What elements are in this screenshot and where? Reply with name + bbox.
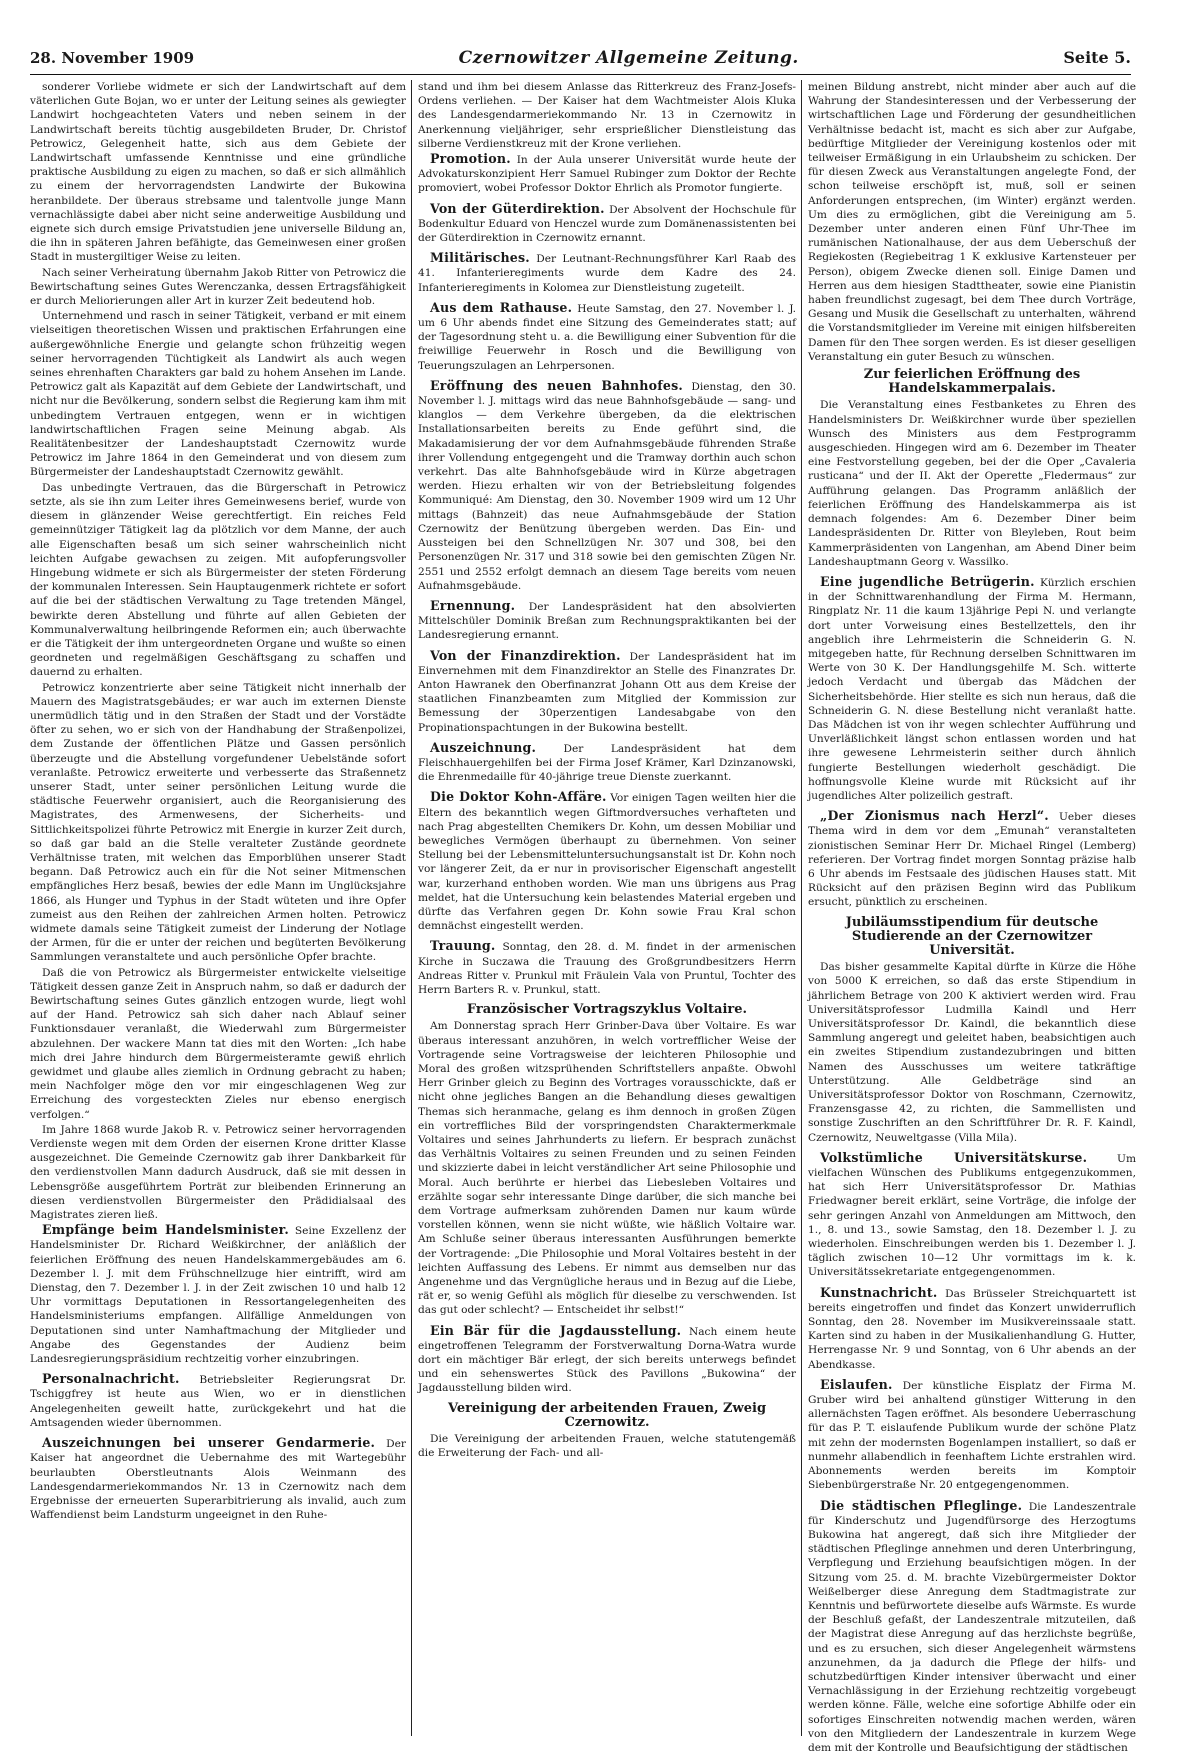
news-item (418, 599, 796, 643)
news-text: Der Landespräsident hat im Einvernehmen mit dem Finanzdirektor an Stelle des Finanzrates Dr. Anton Hawranek den Oberfinanzrat Johann Ott aus dem Kreise der staatlichen Finanzbeamten zum Mitglied der Kommission zur Bemessung der 30perzentigen Landesabgabe von den Propinationspachtungen in der Bukowina bestellt. (418, 650, 796, 734)
news-item (30, 1372, 406, 1430)
news-item (418, 649, 796, 735)
news-text: Der Landespräsident hat dem Fleischhauergehilfen bei der Firma Josef Krämer, Karl Dzinzanowski, die Ehrenmedaille für 40-jährige treue Dienste zuerkannt. (418, 742, 797, 784)
news-headline: Militärisches. (430, 250, 530, 266)
body-paragraph: Unternehmend und rasch in seiner Tätigkeit, verband er mit einem vielseitigen theoretischen Wissen und praktischen Erfahrungen eine außergewöhnliche Energie und gelangte schon frühzeitig wegen seiner hervorragenden Tüchtigkeit als Landwirt als auch wegen seines ehrenhaften Charakters gar bald zu hohem Ansehen im Lande. Petrowicz galt als Kapazität auf dem Gebiete der Landwirtschaft, und nicht nur die Bevölkerung, sondern selbst die Regierung kam ihm mit unbedingtem Vertrauen entgegen, wenn er in wichtigen landwirtschaftlichen Fragen seine Meinung abgab. Als Realitätenbesitzer der Landeshauptstadt Czernowitz wurde Petrowicz im Jahre 1864 in den Gemeinderat und von diesem zum Bürgermeister der Landeshauptstadt Czernowitz gewählt. (30, 310, 406, 479)
issue-date: 28. November 1909 (30, 49, 195, 67)
body-paragraph: Das unbedingte Vertrauen, das die Bürgerschaft in Petrowicz setzte, als sie ihn zum Leiter ihres Gemeinwesens berief, wurde von diesem in glänzender Weise gerechtfertigt. Ein reiches Feld gemeinnütziger Tätigkeit lag da plötzlich vor dem Manne, der auch alle Eigenschaften besaß um sich seiner wahrscheinlich nicht leichten Aufgabe gewachsen zu zeigen. Mit aufopferungsvoller Hingebung widmete er sich als Bürgermeister der steten Förderung der kommunalen Interessen. Sein Hauptaugenmerk richtete er sofort auf die bei der städtischen Verwaltung zu Tage tretenden Mängel, bewirkte deren Abstellung und führte auf allen Gebieten der Kommunalverwaltung heilbringende Reformen ein; auch überwachte er die Tätigkeit der ihm untergeordneten Organe und wußte so einen geordneten und regelmäßigen Geschäftsgang zu schaffen und dauernd zu erhalten. (30, 481, 406, 679)
news-item (418, 1003, 796, 1317)
column-divider (801, 80, 802, 1736)
news-headline: Auszeichnungen bei unserer Gendarmerie. (42, 1435, 376, 1451)
news-text: Am Donnerstag sprach Herr Grinber-Dava über Voltaire. Es war überaus interessant anzuhören, in welch vortrefflicher Weise der Vortragende seine Vortragsweise der leichteren Philosophie und Moral des großen witzsprühenden Schriftstellers anpaßte. Obwohl Herr Grinber gleich zu Beginn des Vortrages vorausschickte, daß er nicht ohne jegliches Bangen an die Behandlung dieses gewaltigen Themas sich heranmache, gelang es ihm dennoch in großen Zügen ein vortreffliches Bild der vorspringendsten Charaktermerkmale Voltaires und seines Jahrhunderts zu liefern. Er besprach zunächst das Verhältnis Voltaires zu seinen Freunden und zu seinen Feinden und skizzierte dabei in leicht verständlicher Art seine Philosophie und Moral. Auch berührte er hierbei das Liebesleben Voltaires und erzählte sogar sehr interessante Dinge darüber, die sich manche bei dem Vortrage aufmerksam zuhörenden Damen nur kaum würde vorstellen können, wenn sie nicht wüßte, wie häßlich Voltaire war. Am Schluße seiner überaus interessanten Ausführungen bemerkte der Vortragende: „Die Philosophie und Moral Voltaires besteht in der leichten Auffassung des Lebens. Er nimmt aus demselben nur das Angenehme und das Vergnügliche heraus und in Bezug auf die Liebe, rät er, so wenig Gefühl als möglich für dieselbe zu verschwenden. Ist das gut oder schlecht? — Entscheidet ihr selbst!“ (418, 1020, 796, 1317)
news-headline: „Der Zionismus nach Herzl“. (820, 808, 1049, 824)
news-text: Dienstag, den 30. November l. J. mittags wird das neue Bahnhofsgebäude — sang- und klanglos — dem Verkehre übergeben, da die elektrischen Installationsarbeiten bereits zu Ende geführt sind, die Makadamisierung der vor dem Aufnahmsgebäude führenden Straße ihrer Vollendung entgegengeht und die Tramway dorthin auch schon verkehrt. Das alte Bahnhofsgebäude wird in Kürze abgetragen werden. Hiezu erhalten wir von der Betriebsleitung folgendes Kommuniqué: Am Dienstag, den 30. November 1909 wird um 12 Uhr mittags (Bahnzeit) das neue Aufnahmsgebäude der Station Czernowitz der Benützung übergeben werden. Das Ein- und Aussteigen bei den Schnellzügen Nr. 307 und 308, bei den Personenzügen Nr. 317 und 318 sowie bei den gemischten Zügen Nr. 2551 und 2552 erfolgt demnach an diesem Tage bereits vom neuen Aufnahmsgebäude. (418, 380, 796, 592)
news-text: Die Veranstaltung eines Festbanketes zu Ehren des Handelsministers Dr. Weißkirchner wurde über speziellen Wunsch des Ministers aus dem Festprogramm ausgeschieden. Hingegen wird am 6. Dezember im Theater eine Festvorstellung gegeben, bei der die Oper „Cavaleria rusticana“ und der II. Akt der Operette „Fledermaus“ zur Aufführung gelangen. Das Programm anläßlich der feierlichen Eröffnung des Handelskammerpa ais ist demnach folgendes: Am 6. Dezember Diner beim Landespräsidenten Dr. Ritter von Bleyleben, Rout beim Kammerpräsidenten von Langenhan, am Abend Diner beim Landeshauptmann Georg v. Wassilko. (808, 399, 1136, 568)
body-paragraph: stand und ihm bei diesem Anlasse das Ritterkreuz des Franz-Josefs-Ordens verliehen. — Der Kaiser hat dem Wachtmeister Alois Kluka des Landesgendarmeriekommando Nr. 13 in Czernowitz in Anerkennung vieljähriger, sehr ersprießlicher Dienstleistung das silberne Verdienstkreuz mit der Krone verliehen. (418, 81, 796, 150)
body-paragraph: Im Jahre 1868 wurde Jakob R. v. Petrowicz seiner hervorragenden Verdienste wegen mit dem Orden der eisernen Krone dritter Klasse ausgezeichnet. Die Gemeinde Czernowitz gab ihrer Dankbarkeit für den verdienstvollen Mann dadurch Ausdruck, daß sie mit dessen in Lebensgröße ausgeführtem Porträt zur bleibenden Erinnerung an diesen verdienstvollen Bürgermeister den Prädidialsaal des Magistrates zieren ließ. (30, 1123, 406, 1222)
news-headline: Kunstnachricht. (820, 1284, 938, 1300)
news-headline: Von der Güterdirektion. (430, 200, 605, 216)
news-item (418, 741, 796, 785)
news-item (808, 916, 1136, 1145)
news-headline: Empfänge beim Handelsminister. (42, 1222, 289, 1238)
news-item (418, 790, 796, 933)
news-item (808, 368, 1136, 569)
news-text: Betriebsleiter Regierungsrat Dr. Tschiggfrey ist heute aus Wien, wo er in dienstlichen Angelegenheiten geweilt hatte, zurückgekehrt und hat die Amtsagenden wieder übernommen. (30, 1374, 406, 1429)
news-headline: Eislaufen. (820, 1376, 893, 1392)
news-item (808, 1378, 1136, 1493)
body-paragraph: sonderer Vorliebe widmete er sich der Landwirtschaft auf dem väterlichen Gute Bojan, wo er unter der Leitung seines als gewiegter Landwirt hochgeachteten Vaters und neben seinem in der Landwirtschaft bereits tüchtig ausgebildeten Bruder, Dr. Christof Petrowicz, Gelegenheit hatte, sich aus dem Gebiete der Landwirtschaft umfassende Kenntnisse und eine gründliche praktische Ausbildung zu eigen zu machen, so daß er sich allmählich zu einem der hervorragendsten Landwirte der Bukowina heranbildete. Der überaus strebsame und talentvolle junge Mann vernachlässigte dabei aber nicht seine anderweitige Ausbildung und eignete sich durch emsige Privatstudien jene universelle Bildung an, die ihn in späteren Jahren befähigte, das Gemeinwesen einer großen Stadt in mustergiltiger Weise zu leiten. (30, 81, 406, 264)
news-headline: Aus dem Rathause. (430, 299, 573, 315)
column-divider (411, 80, 412, 1736)
news-item (418, 251, 796, 295)
news-headline: Zur feierlichen Eröffnung des Handelskammerpalais. (863, 367, 1081, 397)
news-text: Der Absolvent der Hochschule für Bodenkultur Eduard von Henczel wurde zum Domänenassistenten bei der Güterdirektion in Czernowitz ernannt. (418, 203, 797, 245)
news-item (808, 1151, 1136, 1280)
page-number: Seite 5. (1063, 48, 1131, 67)
news-item (418, 202, 796, 246)
news-text: Die Vereinigung der arbeitenden Frauen, welche statutengemäß die Erweiterung der Fach- und all- (418, 1433, 796, 1460)
news-item (418, 939, 796, 997)
news-text: Der Leutnant-Rechnungsführer Karl Raab des 41. Infanterieregiments wurde dem Kadre des 24. Infanterieregiments in Kolomea zur Dienstleistung zugeteilt. (418, 253, 796, 294)
news-text: Der Kaiser hat angeordnet die Uebernahme des mit Wartegebühr beurlaubten Oberstleutnants Alois Weinmann des Landesgendarmeriekommandos Nr. 13 in Czernowitz nach dem Ergebnisse der erneuerten Superarbitrierung als invalid, auch zum Waffendienst beim Landsturm ungeeignet in den Ruhe- (30, 1438, 406, 1522)
news-headline: Eröffnung des neuen Bahnhofes. (430, 377, 683, 393)
news-item (418, 379, 796, 593)
body-paragraph: Nach seiner Verheiratung übernahm Jakob Ritter von Petrowicz die Bewirtschaftung seines Gutes Werenczanka, dessen Ertragsfähigkeit er durch Meliorierungen aller Art in kurzer Zeit bedeutend hob. (30, 266, 406, 308)
news-text: Nach einem heute eingetroffenen Telegramm der Forstverwaltung Dorna-Watra wurde dort ein mächtiger Bär erlegt, der sich bereits unterwegs befindet und ein sehenswertes Stück des Pavillons „Bukowina“ der Jagdausstellung bilden wird. (418, 1325, 796, 1395)
news-headline: Die Doktor Kohn-Affäre. (430, 789, 607, 805)
news-item (418, 1402, 796, 1461)
news-text: Sonntag, den 28. d. M. findet in der armenischen Kirche in Suczawa die Trauung des Großgrundbesitzers Herrn Andreas Ritter v. Prunkul mit Fräulein Vala von Pruntul, Tochter des Herrn Barters R. v. Prunkul, statt. (418, 941, 796, 996)
news-headline: Trauung. (430, 938, 496, 954)
news-item (418, 152, 796, 196)
news-item (808, 575, 1136, 803)
news-headline: Promotion. (430, 151, 511, 167)
news-headline: Ernennung. (430, 597, 516, 613)
news-headline: Auszeichnung. (430, 739, 537, 755)
news-text: Das Brüsseler Streichquartett ist bereits eingetroffen und findet das Konzert unwiderruflich Sonntag, den 28. November im Musikvereinssaale statt. Karten sind zu haben in der Musikalienhandlung G. Hutter, Herrengasse Nr. 9 und Sonntag, von 6 Uhr abends an der Abendkasse. (808, 1287, 1137, 1371)
news-headline: Vereinigung der arbeitenden Frauen, Zweig Czernowitz. (447, 1400, 767, 1430)
news-item (808, 1286, 1136, 1372)
news-item (418, 301, 796, 373)
news-item (808, 1499, 1136, 1756)
news-text: Der künstliche Eisplatz der Firma M. Gruber wird bei anhaltend günstiger Witterung in den allernächsten Tagen eröffnet. Als besondere Ueberraschung für das P. T. eislaufende Publikum wurde der schöne Platz mit zehn der modernsten Bogenlampen installiert, so daß er nunmehr allabendlich in feenhaftem Lichte erstrahlen wird. Abonnements werden bereits im Komptoir Siebenbürgerstraße Nr. 20 entgegengenommen. (808, 1379, 1136, 1492)
news-headline: Die städtischen Pfleglinge. (820, 1497, 1023, 1513)
news-headline: Volkstümliche Universitätskurse. (820, 1149, 1088, 1165)
column-3 (808, 80, 1137, 1754)
news-item (418, 1324, 796, 1396)
news-headline: Französischer Vortragszyklus Voltaire. (466, 1002, 748, 1018)
newspaper-title: Czernowitzer Allgemeine Zeitung. (458, 48, 799, 68)
news-text: Um vielfachen Wünschen des Publikums entgegenzukommen, hat sich Herr Universitätsprofessor Dr. Mathias Friedwagner bereit erklärt, seine Vorträge, die infolge der sehr geringen Anzahl von Anmeldungen am Mittwoch, den 1., 8. und 13., sowie Samstag, den 18. Dezember l. J. zu wiederholen. Einschreibungen werden bis 1. Dezember l. J. täglich zwischen 10—12 Uhr vormittags im k. k. Universitätssekretariate entgegengenommen. (808, 1152, 1136, 1279)
news-text: In der Aula unserer Universität wurde heute der Advokaturskonzipient Herr Samuel Rubinger zum Doktor der Rechte promoviert, wobei Professor Doktor Ehrlich als Promotor fungierte. (418, 154, 796, 195)
news-text: Heute Samstag, den 27. November l. J. um 6 Uhr abends findet eine Sitzung des Gemeinderates statt; auf der Tagesordnung steht u. a. die Bewilligung einer Subvention für die freiwillige Feuerwehr in Rosch und die Bewilligung von Teuerungszulagen an Lehrpersonen. (418, 302, 797, 372)
news-text: Die Landeszentrale für Kinderschutz und Jugendfürsorge des Herzogtums Bukowina hat angeregt, daß sich ihre Mitglieder der städtischen Pfleglinge annehmen und deren Unterbringung, Verpflegung und Erziehung beaufsichtigen mögen. In der Sitzung vom 25. d. M. brachte Vizebürgermeister Doktor Weißelberger diese Anregung dem Stadtmagistrate zur Kenntnis und befürwortete dieselbe aufs Wärmste. Es wurde der Beschluß gefaßt, der Landeszentrale mitzuteilen, daß der Magistrat diese Anregung auf das herzlichste begrüße, und es zu ersuchen, sich dieser Angelegenheit wärmstens anzunehmen, da ja dadurch die Pflege der hilfs- und schutzbedürftigen Kinder intensiver überwacht und einer Vernachlässigung in der Erziehung rechtzeitig vorgebeugt werden könne. Fälle, welche eine sofortige Abhilfe oder ein sofortiges Einschreiten notwendig machen werden, wären von den Mitgliedern der Landeszentrale in kurzem Wege dem mit der Kontrolle und Beaufsichtigung der städtischen (808, 1500, 1136, 1754)
masthead (30, 48, 1131, 74)
news-headline: Ein Bär für die Jagdausstellung. (430, 1322, 682, 1338)
news-text: Seine Exzellenz der Handelsminister Dr. Richard Weißkirchner, der anläßlich der feierlichen Eröffnung des neuen Handelskammergebäudes am 6. Dezember l. J. mit dem Frühschnellzuge hier eintrifft, wird am Dienstag, den 7. Dezember l. J. in der Zeit zwischen 10 und halb 12 Uhr vormittags Deputationen in Ressortangelegenheiten des Handelsministeriums empfangen. Allfällige Anmeldungen von Deputationen sind unter Namhaftmachung der Mitglieder und Angabe des Gegenstandes der Audienz beim Landesregierungspräsidium rechtzeitig vorher einzubringen. (30, 1225, 406, 1366)
column-1 (30, 80, 406, 1746)
news-item (30, 1436, 406, 1522)
news-headline: Eine jugendliche Betrügerin. (820, 573, 1035, 589)
news-item (808, 809, 1136, 909)
news-text: Der Landespräsident hat den absolvierten Mittelschüler Dominik Breßan zum Rechnungspraktikanten bei der Landesregierung ernannt. (418, 600, 796, 642)
news-item (30, 1223, 406, 1366)
masthead-rule (30, 74, 1131, 75)
news-text: Ueber dieses Thema wird in dem vor dem „Emunah“ veranstalteten zionistischen Seminar Herr Dr. Michael Ringel (Lemberg) referieren. Der Vortrag findet morgen Sonntag präzise halb 6 Uhr abends im Festsaale des jüdischen Hauses statt. Mit Rücksicht auf den präzisen Beginn wird das Publikum ersucht, pünktlich zu erscheinen. (808, 811, 1136, 909)
news-headline: Jubiläumsstipendium für deutsche Studierende an der Czernowitzer Universität. (845, 914, 1099, 958)
body-paragraph: Daß die von Petrowicz als Bürgermeister entwickelte vielseitige Tätigkeit dessen ganze Zeit in Anspruch nahm, so daß er dadurch der Bewirtschaftung seines Gutes gänzlich entzogen wurde, liegt wohl auf der Hand. Petrowicz sah sich daher nach Ablauf seiner Funktionsdauer veranlaßt, die Wiederwahl zum Bürgermeister abzulehnen. Der wackere Mann tat dies mit den Worten: „Ich habe mich drei Jahre hindurch dem Bürgermeisteramte gewiß ehrlich gewidmet und glaube alles ziemlich in Ordnung gebracht zu haben; mein Nachfolger möge den vor mir eingeschlagenen Weg zur Erreichung des vorgesteckten Zieles nur ebenso energisch verfolgen.“ (30, 966, 406, 1121)
body-paragraph: Petrowicz konzentrierte aber seine Tätigkeit nicht innerhalb der Mauern des Magistratsgebäudes; er war auch im externen Dienste unermüdlich tätig und in den Straßen der Stadt und der Vorstädte öfter zu sehen, wo er sich von der Handhabung der Straßenpolizei, dem Zustande der öffentlichen Plätze und Gassen persönlich überzeugte und die Abstellung vorgefundener Uebelstände sofort veranlaßte. Petrowicz erweiterte und verbesserte das Straßennetz unserer Stadt, unter seiner persönlichen Leitung wurde die städtische Feuerwehr organisiert, auch die Reorganisierung des Magistrates, des Armenwesens, der Sicherheits- und Sittlichkeitspolizei führte Petrowicz mit Energie in kurzer Zeit durch, so daß gar bald an die Stelle veralteter Zustände geordnete Verhältnisse traten, mit welchen das Emporblühen unserer Stadt begann. Daß Petrowicz auch ein für die Not seiner Mitmenschen empfängliches Herz besaß, bewies der edle Mann im Unglücksjahre 1866, als Hunger und Typhus in der Stadt wüteten und ihre Opfer zumeist aus den Reihen der zahlreichen Armen holten. Petrowicz widmete damals seine Tätigkeit zumeist der Linderung der Notlage der Armen, für die er unter der reichen und begüterten Bevölkerung Sammlungen veranstaltete und auch persönliche Opfer brachte. (30, 681, 406, 964)
news-text: Vor einigen Tagen weilten hier die Eltern des bekanntlich wegen Giftmordversuches verhafteten und nach Prag abgestellten Chemikers Dr. Kohn, um dessen Mobiliar und bewegliches Vermögen überhaupt zu übernehmen. Von seiner Stellung bei der Lebensmitteluntersuchungsanstalt ist Dr. Kohn noch vor längerer Zeit, da er nur in provisorischer Eigenschaft angestellt war, kurzerhand enthoben worden. Wie man uns übrigens aus Prag meldet, hat die Untersuchung kein belastendes Material ergeben und dürfte das Verfahren gegen Dr. Kohn sowie Frau Kral schon demnächst eingestellt werden. (418, 792, 796, 933)
column-2 (418, 80, 796, 1746)
body-paragraph: meinen Bildung anstrebt, nicht minder aber auch auf die Wahrung der Standesinteressen und der Verbesserung der wirtschaftlichen Lage und Förderung der gesundheitlichen Verhältnisse bedacht ist, macht es sich aber zur Aufgabe, bedürftige Mitglieder der Vereinigung kostenlos oder mit teilweiser Ermäßigung in ein Urlaubsheim zu schicken. Der für diesen Zweck aus Veranstaltungen angelegte Fond, der schon teilweise erschöpft ist, muß, soll er seinen Anforderungen entsprechen, (im Winter) ergänzt werden. Um dies zu ermöglichen, gibt die Vereinigung am 5. Dezember unter anderen einen Fünf Uhr-Thee im rumänischen Nationalhause, der aus dem Ueberschuß der Regiekosten (Regiebeitrag 1 K exklusive Kartensteuer per Person), obigem Zwecke dienen soll. Einige Damen und Herren aus dem hiesigen Stadttheater, sowie eine Pianistin haben freundlichst zugesagt, bei dem Thee durch Vorträge, Gesang und Musik die Gesellschaft zu unterhalten, während die Vorstandsmitglieder im Vereine mit einigen hilfsbereiten Damen für den Thee sorgen werden. Es ist dieser geselligen Veranstaltung ein guter Besuch zu wünschen. (808, 81, 1136, 363)
news-text: Das bisher gesammelte Kapital dürfte in Kürze die Höhe von 5000 K erreichen, so daß das erste Stipendium in jährlichem Betrage von 200 K aktiviert werden wird. Frau Universitätsprofessor Ludmilla Kaindl und Herr Universitätsprofessor Dr. Kaindl, die bekanntlich diese Sammlung angeregt und geleitet haben, beabsichtigen auch ein zweites Stipendium zustandezubringen und bitten Namen des Ausschusses um weitere tatkräftige Unterstützung. Alle Geldbeträge sind an Universitätsprofessor Doktor von Roschmann, Czernowitz, Franzensgasse 42, zu richten, die Sammellisten und sonstige Zuschriften an den Schriftführer Dr. R. F. Kaindl, Czernowitz, Neuweltgasse (Villa Mila). (808, 961, 1136, 1144)
news-headline: Personalnachricht. (42, 1371, 180, 1387)
news-text: Kürzlich erschien in der Schnittwarenhandlung der Firma M. Hermann, Ringplatz Nr. 11 die kaum 13jährige Pepi N. und verlangte dort unter Vorweisung eines Bestellzettels, den ihr angeblich ihre Lehrmeisterin die Schneiderin G. N. mitgegeben hatte, für Rechnung derselben Schnittwaren im Werte von 30 K. Der Handlungsgehilfe M. Sch. witterte jedoch Verdacht und übergab das Mädchen der Sicherheitsbehörde. Hier stellte es sich nun heraus, daß die Schneiderin G. N. diese Bestellung nicht veranlaßt hatte. Das Mädchen ist von ihr wegen schlechter Aufführung und Unverläßlichkeit längst schon entlassen worden und hat ihre gewesene Lehrmeisterin seither durch ähnlich fungierte Bestellungen wiederholt geschädigt. Die hoffnungsvolle Kleine wurde mit Rücksicht auf ihr jugendliches Alter polizeilich gestraft. (808, 576, 1136, 802)
news-headline: Von der Finanzdirektion. (430, 647, 621, 663)
